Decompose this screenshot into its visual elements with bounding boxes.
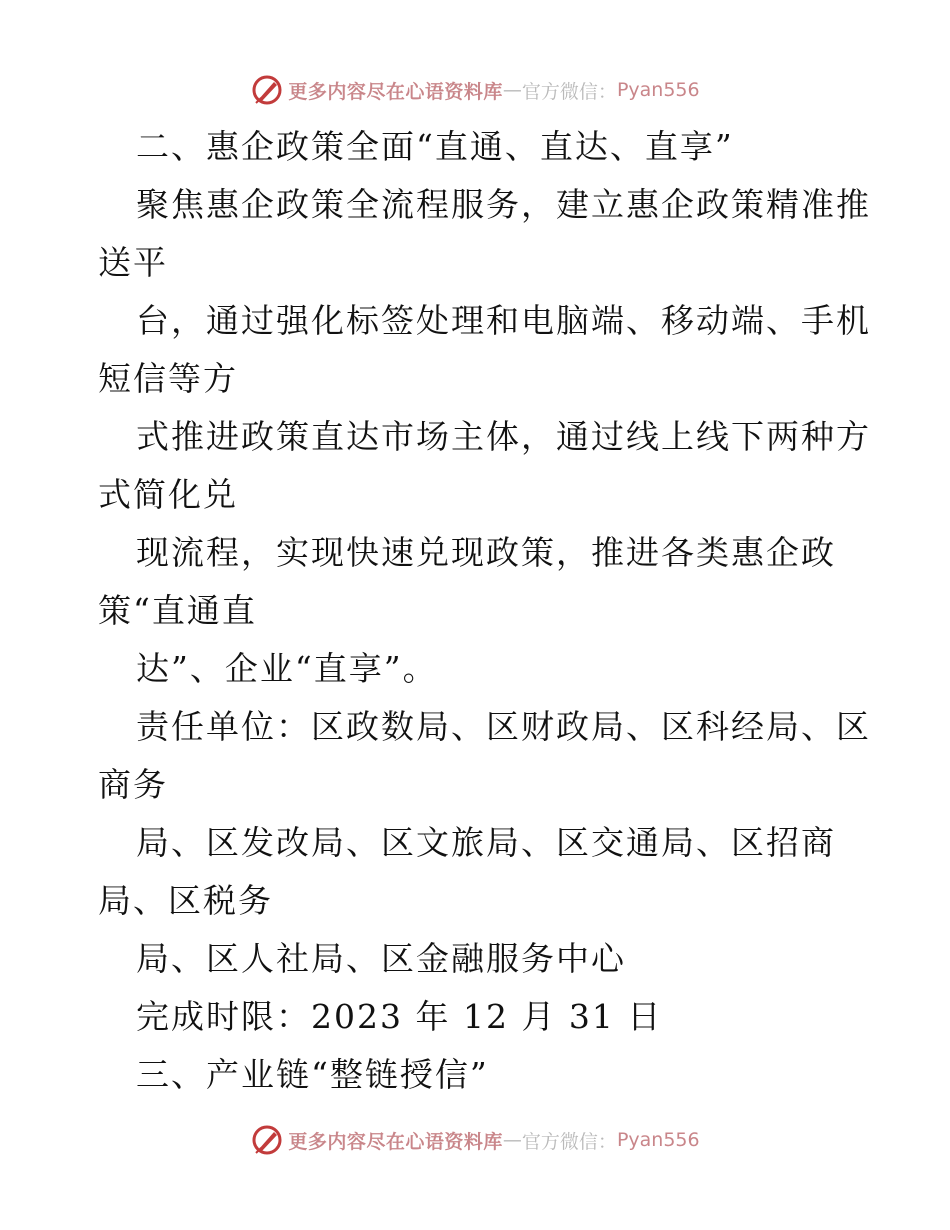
text-line: 商务 — [98, 765, 168, 804]
banner-separator: — — [502, 1129, 522, 1151]
banner-wechat-id: Pyan556 — [616, 1129, 700, 1151]
text-line: 式推进政策直达市场主体，通过线上线下两种方 — [136, 417, 871, 456]
text-line: 局、区税务 — [98, 881, 273, 920]
text-line: 台，通过强化标签处理和电脑端、移动端、手机 — [136, 301, 871, 340]
text-line: 达”、企业“直享”。 — [136, 649, 438, 688]
text-line: 完成时限：2023 年 12 月 31 日 — [136, 997, 663, 1036]
text-line: 二、惠企政策全面“直通、直达、直享” — [136, 127, 734, 166]
text-line: 责任单位：区政数局、区财政局、区科经局、区 — [136, 707, 871, 746]
text-line: 聚焦惠企政策全流程服务，建立惠企政策精准推 — [136, 185, 871, 224]
feather-pen-logo-icon — [250, 73, 284, 107]
text-line: 三、产业链“整链授信” — [136, 1055, 489, 1094]
document-body — [98, 118, 871, 1104]
header-watermark-banner — [0, 70, 950, 110]
text-line: 局、区发改局、区文旅局、区交通局、区招商 — [136, 823, 836, 862]
feather-pen-logo-icon — [250, 1123, 284, 1157]
text-line: 送平 — [98, 243, 168, 282]
text-line: 策“直通直 — [98, 591, 257, 630]
banner-wechat-label: 官方微信： — [521, 1130, 617, 1153]
banner-wechat-label: 官方微信： — [521, 80, 617, 103]
banner-wechat-id: Pyan556 — [616, 79, 700, 101]
banner-slogan: 更多内容尽在心语资料库 — [288, 1130, 503, 1153]
text-line: 短信等方 — [98, 359, 238, 398]
banner-slogan: 更多内容尽在心语资料库 — [288, 80, 503, 103]
footer-watermark-banner — [0, 1120, 950, 1160]
banner-separator: — — [502, 79, 522, 101]
text-line: 式简化兑 — [98, 475, 238, 514]
text-line: 现流程，实现快速兑现政策，推进各类惠企政 — [136, 533, 836, 572]
text-line: 局、区人社局、区金融服务中心 — [136, 939, 626, 978]
